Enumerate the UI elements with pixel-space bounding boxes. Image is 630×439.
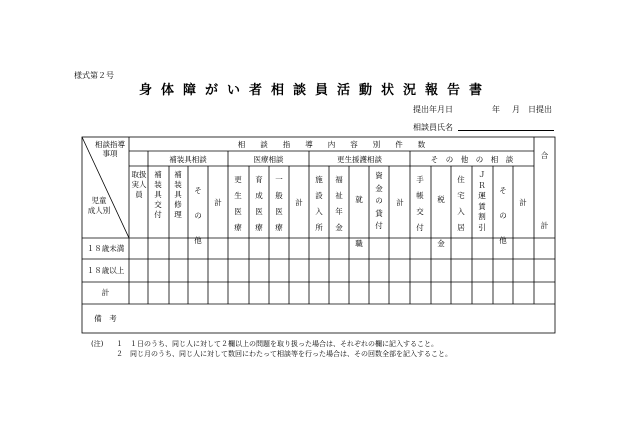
submission-day: 日提出 xyxy=(528,105,552,114)
column-welfare-pension: 福祉年金 xyxy=(335,175,343,232)
column-handbook-issue: 手帳交付 xyxy=(416,175,424,232)
submission-month: 月 xyxy=(512,105,520,114)
submission-year: 年 xyxy=(492,105,500,114)
notes-label: (注) xyxy=(91,340,104,348)
note-item-1: １ １日のうち、同じ人に対して２欄以上の問題を取り扱った場合は、それぞれの欄に記入すること。 xyxy=(116,340,438,348)
column-jr-fare-discount: ＪＲ運賃割引 xyxy=(478,170,486,232)
header-consultation-counts: 相 談 指 導 内 容 別 件 数 xyxy=(237,140,426,149)
column-other-other: その他 xyxy=(499,186,507,245)
column-tax: 税金 xyxy=(437,195,445,248)
column-grand-total: 合 計 xyxy=(540,151,549,230)
counselor-name-label: 相談員氏名 xyxy=(413,123,453,132)
column-general-medical: 一般医療 xyxy=(275,175,283,232)
column-prosthetic-repair: 補装具修理 xyxy=(174,170,182,219)
column-medical-subtotal: 計 xyxy=(295,198,303,207)
column-nurturing-medical: 育成医療 xyxy=(255,175,263,232)
row-18-and-over: １８歳以上 xyxy=(86,266,125,275)
corner-label-subject: 相談指導 事項 xyxy=(95,140,125,158)
column-employment: 就職 xyxy=(355,195,363,248)
document-title: 身体障がい者相談員活動状況報告書 xyxy=(138,83,491,98)
column-rehabilitation-subtotal: 計 xyxy=(396,198,404,207)
column-prosthetic-grant: 補装具交付 xyxy=(154,170,162,219)
group-prosthetics: 補装具相談 xyxy=(169,155,207,164)
row-total: 計 xyxy=(101,288,110,297)
column-rehab-medical: 更生医療 xyxy=(234,175,242,232)
column-fund-loan: 資金の貸付 xyxy=(375,171,383,230)
column-other-subtotal: 計 xyxy=(519,198,527,207)
column-actual-persons: 取扱実人員 xyxy=(131,170,147,199)
note-item-2: ２ 同じ月のうち、同じ人に対して数回にわたって相談等を行った場合は、その回数全部を記入すること。 xyxy=(116,350,452,358)
remarks-label: 備 考 xyxy=(94,314,117,323)
column-facility-admission: 施設入所 xyxy=(315,175,323,232)
submission-date-label: 提出年月日 xyxy=(413,105,453,114)
group-rehabilitation: 更生援護相談 xyxy=(337,155,382,164)
row-under-18: １８歳未満 xyxy=(86,244,125,253)
group-other: そ の 他 の 相 談 xyxy=(430,155,514,164)
column-prosthetic-other: その他 xyxy=(194,186,202,245)
form-number: 様式第２号 xyxy=(74,71,114,80)
group-medical: 医療相談 xyxy=(253,155,284,164)
column-housing-admission: 住宅入居 xyxy=(457,175,465,232)
column-prosthetic-subtotal: 計 xyxy=(214,198,222,207)
corner-label-age-group: 児童 成人別 xyxy=(87,196,111,215)
